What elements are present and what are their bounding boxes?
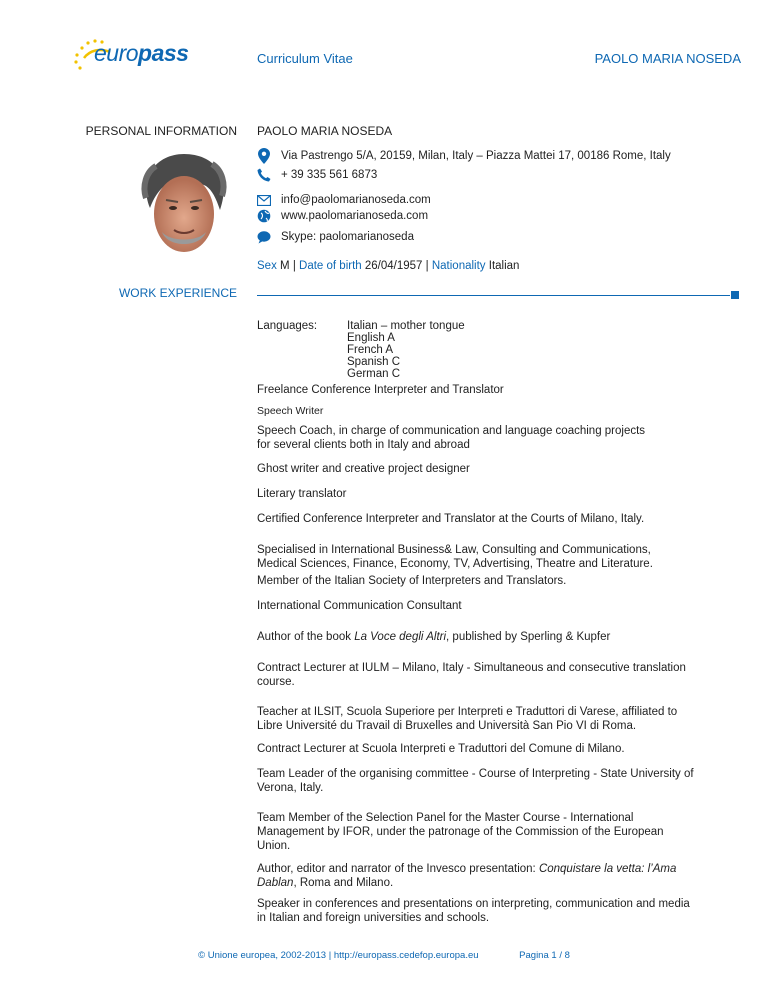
- experience-item: Teacher at ILSIT, Scuola Superiore per Interpreti e Traduttori di Varese, affiliated to Libre Université du Travail di Bruxelles and Università San Pio VI di Roma.: [257, 706, 678, 732]
- experience-item: Specialised in International Business& Law, Consulting and Communications, Medical Sciences, Finance, Economy, TV, Advertising, Theatre and Literature.: [257, 544, 653, 570]
- book-title: La Voce degli Altri: [354, 631, 447, 643]
- footer-copyright[interactable]: © Unione europea, 2002-2013 | http://europass.cedefop.europa.eu: [198, 950, 479, 961]
- languages-label: Languages:: [257, 320, 318, 332]
- document-title: Curriculum Vitae: [257, 51, 353, 66]
- language-item: French A: [347, 344, 394, 356]
- experience-item: Speech Writer: [257, 405, 324, 417]
- experience-item: Freelance Conference Interpreter and Translator: [257, 384, 504, 396]
- person-name: PAOLO MARIA NOSEDA: [257, 124, 393, 138]
- website-text[interactable]: www.paolomarianoseda.com: [281, 210, 429, 222]
- page-number: Pagina 1 / 8: [519, 950, 570, 961]
- globe-icon: [256, 208, 272, 224]
- experience-item: Speech Coach, in charge of communication and language coaching projects for several clients both in Italy and abroad: [257, 425, 646, 451]
- email-text[interactable]: info@paolomarianoseda.com: [281, 194, 431, 206]
- experience-item: Literary translator: [257, 488, 347, 500]
- phone-row: [256, 167, 377, 183]
- language-item: German C: [347, 368, 401, 380]
- profile-photo: [132, 148, 236, 260]
- personal-information-label: PERSONAL INFORMATION: [85, 124, 237, 138]
- address-text: Via Pastrengo 5/A, 20159, Milan, Italy – Piazza Mattei 17, 00186 Rome, Italy: [281, 150, 671, 162]
- location-pin-icon: [256, 148, 272, 164]
- address-row: [256, 148, 671, 164]
- europass-logo-text: europass: [94, 40, 189, 66]
- chat-bubble-icon: [256, 229, 272, 245]
- experience-item: Member of the Italian Society of Interpreters and Translators.: [257, 575, 567, 587]
- experience-item: International Communication Consultant: [257, 600, 462, 612]
- email-row: [256, 192, 431, 208]
- email-icon: [256, 192, 272, 208]
- experience-item: Ghost writer and creative project designer: [257, 463, 470, 475]
- section-divider-square: [731, 291, 739, 299]
- invesco-item: Author, editor and narrator of the Invesco presentation: Conquistare la vetta: l’Ama Dablan, Roma and Milano.: [257, 863, 677, 889]
- book-item: Author of the book La Voce degli Altri, published by Sperling & Kupfer: [257, 631, 611, 643]
- experience-item: Team Leader of the organising committee - Course of Interpreting - State University of Verona, Italy.: [257, 768, 694, 794]
- languages-list: [347, 320, 465, 380]
- experience-item: Speaker in conferences and presentations on interpreting, communication and media in Italian and foreign universities and schools.: [257, 898, 690, 924]
- experience-item: Team Member of the Selection Panel for the Master Course - International Management by IFOR, under the patronage of the Commission of the European Union.: [257, 812, 664, 852]
- work-experience-label: WORK EXPERIENCE: [118, 286, 237, 300]
- language-item: Italian – mother tongue: [347, 320, 465, 332]
- language-item: Spanish C: [347, 356, 401, 368]
- header-person-name: PAOLO MARIA NOSEDA: [594, 51, 741, 66]
- experience-item: Contract Lecturer at IULM – Milano, Italy - Simultaneous and consecutive translation course.: [257, 662, 686, 688]
- phone-text: + 39 335 561 6873: [281, 169, 378, 181]
- skype-row: [256, 229, 414, 245]
- section-divider: [257, 295, 730, 296]
- language-item: English A: [347, 332, 395, 344]
- phone-icon: [256, 167, 272, 183]
- experience-item: Contract Lecturer at Scuola Interpreti e Traduttori del Comune di Milano.: [257, 743, 625, 755]
- skype-text: Skype: paolomarianoseda: [281, 231, 414, 243]
- personal-details-line: Sex M | Date of birth 26/04/1957 | Nationality Italian: [257, 260, 520, 272]
- footer: [0, 950, 768, 961]
- website-row: [256, 208, 428, 224]
- invesco-title: Conquistare la vetta: l’Ama Dablan: [257, 863, 677, 889]
- experience-item: Certified Conference Interpreter and Translator at the Courts of Milano, Italy.: [257, 513, 645, 525]
